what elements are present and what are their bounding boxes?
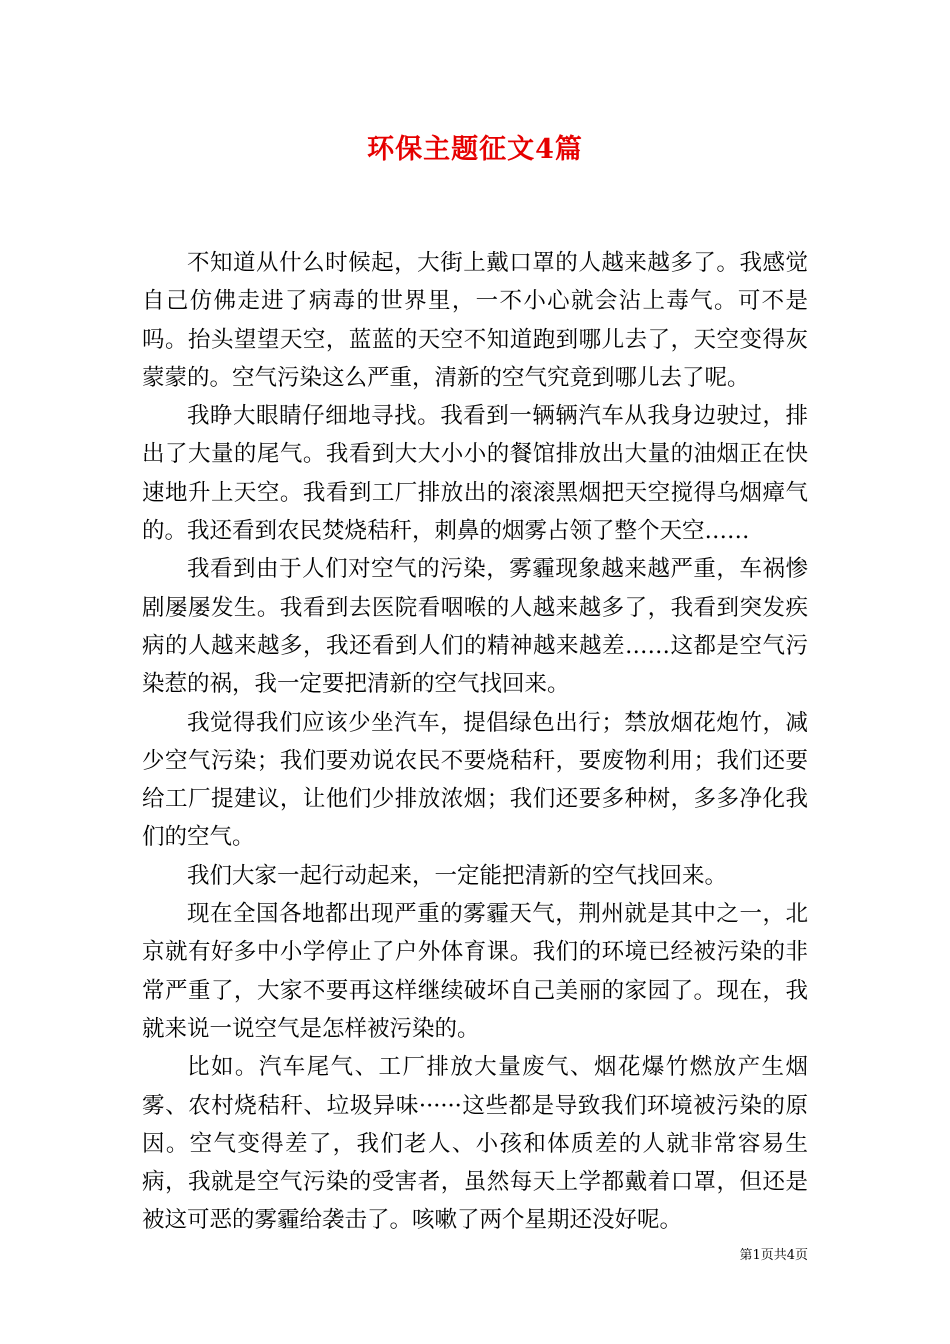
- paragraph-2: 我睁大眼睛仔细地寻找。我看到一辆辆汽车从我身边驶过，排出了大量的尾气。我看到大大小小的餐馆排放出大量的油烟正在快速地升上天空。我看到工厂排放出的滚滚黑烟把天空搅得乌烟瘴气的。我还看到农民焚烧秸秆，刺鼻的烟雾占领了整个天空……: [142, 403, 808, 545]
- paragraph-6: 现在全国各地都出现严重的雾霾天气，荆州就是其中之一，北京就有好多中小学停止了户外体育课。我们的环境已经被污染的非常严重了，大家不要再这样继续破坏自己美丽的家园了。现在，我就来说一说空气是怎样被污染的。: [142, 901, 808, 1042]
- article-body: [142, 244, 808, 1240]
- paragraph-1: 不知道从什么时候起，大街上戴口罩的人越来越多了。我感觉自己仿佛走进了病毒的世界里，一不小心就会沾上毒气。可不是吗。抬头望望天空，蓝蓝的天空不知道跑到哪儿去了，天空变得灰蒙蒙的。空气污染这么严重，清新的空气究竟到哪儿去了呢。: [142, 250, 808, 391]
- page-number-footer: 第1页共4页: [739, 1248, 808, 1263]
- paragraph-4: 我觉得我们应该少坐汽车，提倡绿色出行；禁放烟花炮竹，减少空气污染；我们要劝说农民不要烧秸秆，要废物利用；我们还要给工厂提建议，让他们少排放浓烟；我们还要多种树，多多净化我们的空气。: [142, 709, 808, 851]
- paragraph-5: 我们大家一起行动起来，一定能把清新的空气找回来。: [187, 862, 728, 889]
- page-title: 环保主题征文4篇: [367, 134, 583, 165]
- paragraph-3: 我看到由于人们对空气的污染，雾霾现象越来越严重，车祸惨剧屡屡发生。我看到去医院看咽喉的人越来越多了，我看到突发疾病的人越来越多，我还看到人们的精神越来越差……这都是空气污染惹的祸，我一定要把清新的空气找回来。: [142, 556, 808, 698]
- paragraph-7: 比如。汽车尾气、工厂排放大量废气、烟花爆竹燃放产生烟雾、农村烧秸秆、垃圾异味······这些都是导致我们环境被污染的原因。空气变得差了，我们老人、小孩和体质差的人就非常容易生病，我就是空气污染的受害者，虽然每天上学都戴着口罩，但还是被这可恶的雾霾给袭击了。咳嗽了两个星期还没好呢。: [142, 1054, 808, 1234]
